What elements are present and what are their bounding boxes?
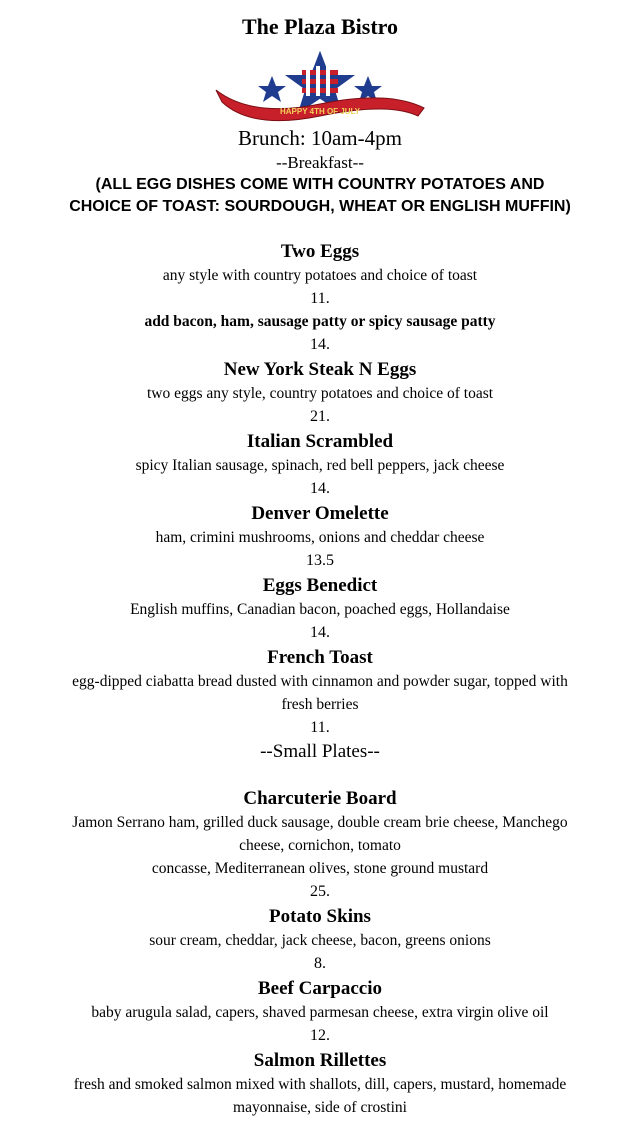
item-description: two eggs any style, country potatoes and choice of toast — [146, 385, 494, 402]
breakfast-note-line-2: CHOICE OF TOAST: SOURDOUGH, WHEAT OR ENGLISH MUFFIN) — [69, 198, 571, 215]
item-name: Charcuterie Board — [243, 788, 397, 809]
item-description-line-2: cheese, cornichon, tomato — [239, 837, 401, 854]
item-name: Eggs Benedict — [262, 575, 378, 596]
fourth-of-july-logo — [212, 46, 428, 122]
item-name: French Toast — [267, 647, 373, 668]
flag-stripes — [302, 66, 338, 96]
item-description: baby arugula salad, capers, shaved parmesan cheese, extra virgin olive oil — [91, 1004, 549, 1021]
item-description-line-1: Jamon Serrano ham, grilled duck sausage, double cream brie cheese, Manchego — [72, 814, 568, 831]
menu-item — [0, 645, 640, 739]
item-description: spicy Italian sausage, spinach, red bell peppers, jack cheese — [135, 457, 505, 474]
menu-item — [0, 573, 640, 644]
item-price: 13.5 — [306, 552, 334, 569]
item-description-line-3: concasse, Mediterranean olives, stone ground mustard — [151, 860, 489, 877]
restaurant-title: The Plaza Bistro — [241, 14, 399, 39]
svg-text:HAPPY 4TH OF JULY: HAPPY 4TH OF JULY — [279, 107, 361, 116]
item-name: Two Eggs — [280, 241, 360, 262]
menu-item — [0, 904, 640, 975]
item-description: ham, crimini mushrooms, onions and cheddar cheese — [155, 529, 485, 546]
left-star-icon — [258, 76, 286, 102]
item-price: 12. — [310, 1027, 330, 1044]
item-description-line-2: mayonnaise, side of crostini — [233, 1099, 407, 1116]
breakfast-heading: --Breakfast-- — [276, 153, 364, 172]
item-name: Potato Skins — [269, 906, 371, 927]
item-description-line-1: fresh and smoked salmon mixed with shallots, dill, capers, mustard, homemade — [73, 1076, 567, 1093]
item-description-line-1: egg-dipped ciabatta bread dusted with cinnamon and powder sugar, topped with — [72, 673, 568, 690]
item-description: sour cream, cheddar, jack cheese, bacon, greens onions — [149, 932, 491, 949]
brunch-hours: Brunch: 10am-4pm — [238, 126, 402, 150]
menu-item — [0, 1048, 640, 1119]
item-price: 11. — [310, 719, 330, 736]
small-plates-heading: --Small Plates-- — [260, 741, 380, 762]
item-price: 21. — [310, 408, 330, 425]
item-name: Denver Omelette — [251, 503, 389, 524]
item-addon: add bacon, ham, sausage patty or spicy sausage patty — [144, 313, 496, 330]
menu-item — [0, 786, 640, 903]
item-price: 11. — [310, 290, 330, 307]
menu-item — [0, 976, 640, 1047]
item-price: 14. — [310, 480, 330, 497]
item-description: English muffins, Canadian bacon, poached eggs, Hollandaise — [130, 601, 510, 618]
item-name: Salmon Rillettes — [253, 1050, 387, 1071]
item-description-line-2: fresh berries — [281, 696, 359, 713]
item-name: Italian Scrambled — [246, 431, 394, 452]
item-description: any style with country potatoes and choice of toast — [162, 267, 478, 284]
menu-item — [0, 239, 640, 356]
item-price: 25. — [310, 883, 330, 900]
item-name: Beef Carpaccio — [258, 978, 382, 999]
item-price: 14. — [310, 624, 330, 641]
breakfast-note-line-1: (ALL EGG DISHES COME WITH COUNTRY POTATOES AND — [95, 176, 545, 193]
item-addon-price: 14. — [310, 336, 330, 353]
item-name: New York Steak N Eggs — [223, 359, 417, 380]
menu-item — [0, 429, 640, 500]
item-price: 8. — [314, 955, 326, 972]
menu-item — [0, 357, 640, 428]
menu-item — [0, 501, 640, 572]
